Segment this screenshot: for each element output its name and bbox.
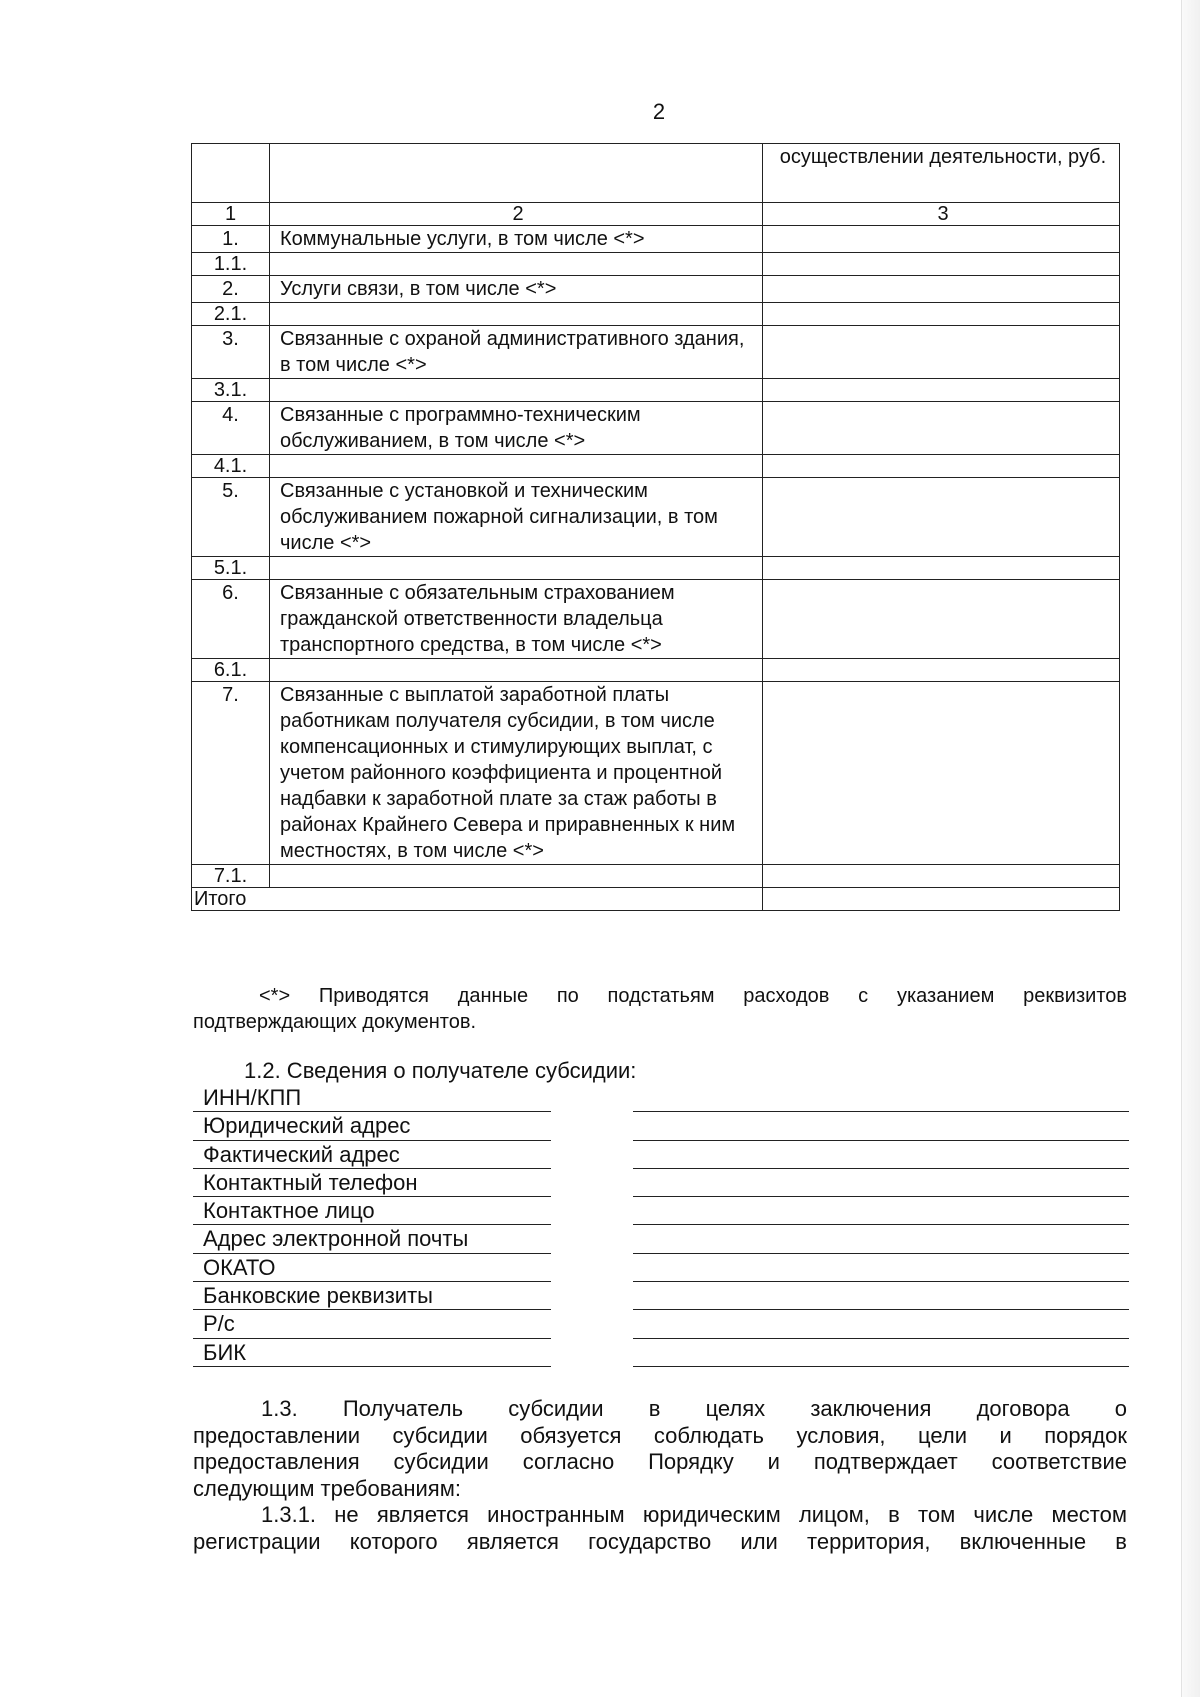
recipient-field-row	[193, 1282, 1129, 1310]
row-description: Коммунальные услуги, в том числе <*>	[270, 226, 763, 253]
row-number: 6.	[192, 580, 270, 659]
page-edge	[1181, 0, 1200, 1697]
recipient-field-label: Банковские реквизиты	[203, 1283, 433, 1309]
recipient-field-label: ОКАТО	[203, 1254, 276, 1280]
row-description: Связанные с охраной административного здания, в том числе <*>	[270, 326, 763, 379]
label-underline	[193, 1366, 551, 1367]
row-amount	[763, 303, 1120, 326]
recipient-field-row	[193, 1112, 1129, 1140]
paragraph-1-3-1	[193, 1502, 1127, 1555]
row-amount	[763, 865, 1120, 888]
row-amount	[763, 580, 1120, 659]
paragraph-1-3-line-1: 1.3. Получатель субсидии в целях заключения договора о	[261, 1396, 1127, 1421]
row-description: Услуги связи, в том числе <*>	[270, 276, 763, 303]
table-header-row	[192, 144, 1120, 203]
recipient-field-row	[193, 1225, 1129, 1253]
row-number: 3.	[192, 326, 270, 379]
table-row	[192, 865, 1120, 888]
row-amount	[763, 402, 1120, 455]
recipient-field-row	[193, 1339, 1129, 1367]
column-number-row	[192, 203, 1120, 226]
column-number-2: 2	[270, 203, 763, 226]
row-amount	[763, 682, 1120, 865]
row-amount	[763, 557, 1120, 580]
row-description	[270, 659, 763, 682]
header-cell-3: осуществлении деятельности, руб.	[763, 144, 1120, 203]
table-row	[192, 659, 1120, 682]
row-number: 7.1.	[192, 865, 270, 888]
recipient-field-label: Контактный телефон	[203, 1169, 418, 1195]
cost-table	[191, 143, 1120, 911]
footnote	[193, 983, 1127, 1035]
paragraph-1-3-line-3: предоставления субсидии согласно Порядку и подтверждает соответствие	[193, 1449, 1127, 1474]
row-number: 4.	[192, 402, 270, 455]
row-description	[270, 303, 763, 326]
table-row	[192, 402, 1120, 455]
row-number: 1.1.	[192, 253, 270, 276]
header-cell-1	[192, 144, 270, 203]
recipient-field-label: ИНН/КПП	[203, 1085, 302, 1110]
row-number: 5.1.	[192, 557, 270, 580]
table-row	[192, 226, 1120, 253]
recipient-field-label: Фактический адрес	[203, 1141, 400, 1167]
footnote-line-1: <*> Приводятся данные по подстатьям расходов с указанием реквизитов	[259, 985, 1127, 1007]
row-amount	[763, 226, 1120, 253]
row-description	[270, 253, 763, 276]
recipient-field-row	[193, 1254, 1129, 1282]
table-row	[192, 276, 1120, 303]
row-amount	[763, 326, 1120, 379]
row-number: 3.1.	[192, 379, 270, 402]
row-amount	[763, 253, 1120, 276]
table-row	[192, 478, 1120, 557]
row-amount	[763, 455, 1120, 478]
table-row	[192, 580, 1120, 659]
row-description: Связанные с обязательным страхованием гражданской ответственности владельца транспортного средства, в том числе <*>	[270, 580, 763, 659]
value-blank-line	[633, 1366, 1129, 1367]
recipient-field-label: Р/с	[203, 1311, 235, 1337]
recipient-field-label: БИК	[203, 1339, 247, 1365]
row-description	[270, 557, 763, 580]
page-number: 2	[652, 99, 666, 124]
table-row	[192, 253, 1120, 276]
row-description	[270, 865, 763, 888]
table-row	[192, 379, 1120, 402]
row-amount	[763, 276, 1120, 303]
row-number: 2.1.	[192, 303, 270, 326]
column-number-1: 1	[192, 203, 270, 226]
table-row	[192, 455, 1120, 478]
row-number: 4.1.	[192, 455, 270, 478]
recipient-fields	[193, 1084, 1129, 1367]
row-number: 1.	[192, 226, 270, 253]
paragraph-1-3	[193, 1396, 1127, 1502]
row-description: Связанные с программно-техническим обслуживанием, в том числе <*>	[270, 402, 763, 455]
recipient-field-row	[193, 1141, 1129, 1169]
recipient-field-label: Контактное лицо	[203, 1198, 375, 1224]
row-description	[270, 379, 763, 402]
recipient-field-label: Адрес электронной почты	[203, 1226, 469, 1252]
table-row	[192, 557, 1120, 580]
row-description	[270, 455, 763, 478]
total-label: Итого	[192, 888, 763, 911]
recipient-field-row	[193, 1084, 1129, 1112]
total-amount	[763, 888, 1120, 911]
recipient-section-title: 1.2. Сведения о получателе субсидии:	[244, 1058, 637, 1083]
recipient-field-row	[193, 1310, 1129, 1338]
row-number: 6.1.	[192, 659, 270, 682]
table-row	[192, 682, 1120, 865]
row-number: 5.	[192, 478, 270, 557]
recipient-field-row	[193, 1169, 1129, 1197]
paragraph-1-3-1-line-2: регистрации которого является государство или территория, включенные в	[193, 1528, 1127, 1554]
paragraph-1-3-line-4: следующим требованиям:	[193, 1475, 461, 1501]
row-amount	[763, 478, 1120, 557]
recipient-field-row	[193, 1197, 1129, 1225]
row-amount	[763, 379, 1120, 402]
paragraph-1-3-line-2: предоставлении субсидии обязуется соблюдать условия, цели и порядок	[193, 1422, 1127, 1448]
table-row	[192, 326, 1120, 379]
header-cell-2	[270, 144, 763, 203]
row-description: Связанные с выплатой заработной платы работникам получателя субсидии, в том числе компенсационных и стимулирующих выплат, с учетом районного коэффициента и процентной надбавки к заработной плате за стаж работы в районах Крайнего Севера и приравненных к ним местностях, в том числе <*>	[270, 682, 763, 865]
row-number: 2.	[192, 276, 270, 303]
row-number: 7.	[192, 682, 270, 865]
paragraph-1-3-1-line-1: 1.3.1. не является иностранным юридическим лицом, в том числе местом	[261, 1502, 1127, 1527]
row-amount	[763, 659, 1120, 682]
footnote-line-2: подтверждающих документов.	[193, 1011, 477, 1033]
row-description: Связанные с установкой и техническим обслуживанием пожарной сигнализации, в том числе <*>	[270, 478, 763, 557]
recipient-field-label: Юридический адрес	[203, 1113, 411, 1139]
table-row	[192, 303, 1120, 326]
column-number-3: 3	[763, 203, 1120, 226]
table-total-row	[192, 888, 1120, 911]
